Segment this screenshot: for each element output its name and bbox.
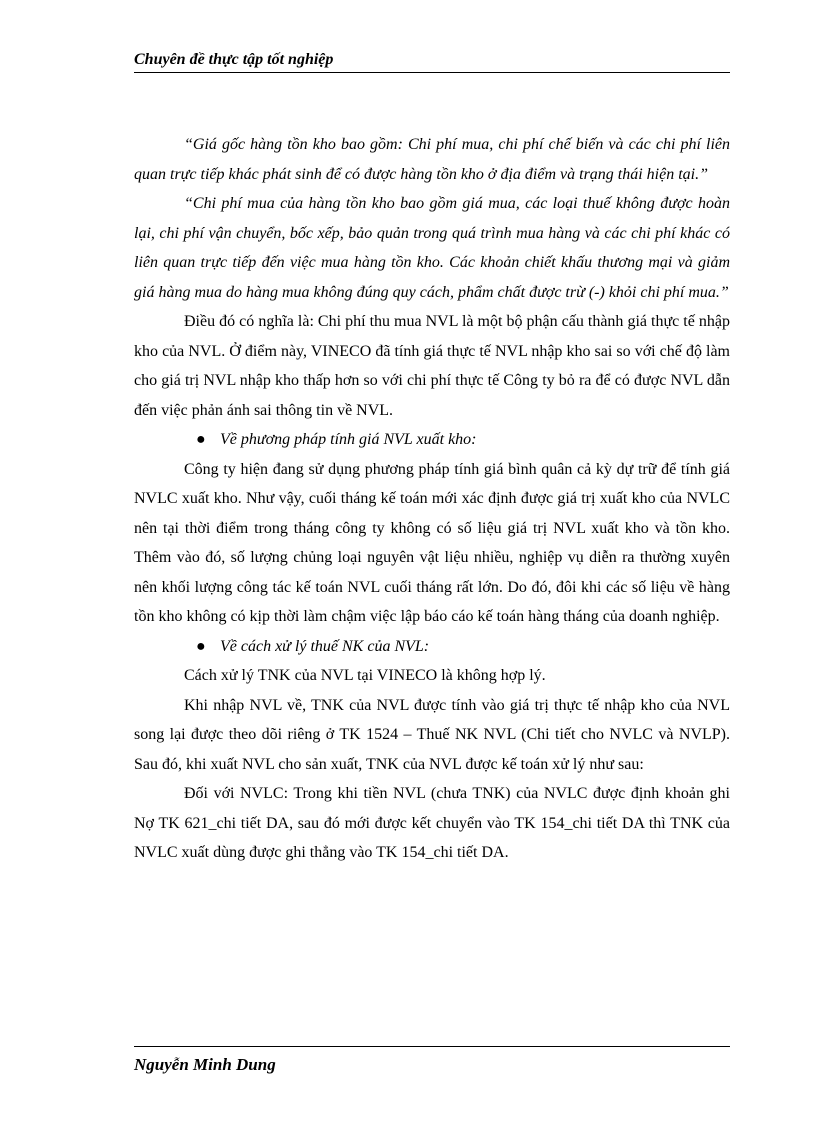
bullet-item-pricing-method <box>134 425 730 455</box>
quote-paragraph-2: “Chi phí mua của hàng tồn kho bao gồm giá mua, các loại thuế không được hoàn lại, chi phí vận chuyển, bốc xếp, bảo quản trong quá trình mua hàng và các chi phí khác có liên quan trực tiếp đến việc mua hàng tồn kho. Các khoản chiết khấu thương mại và giảm giá hàng mua do hàng mua không đúng quy cách, phẩm chất được trừ (-) khỏi chi phí mua.” <box>134 195 730 301</box>
bullet-text: Về phương pháp tính giá NVL xuất kho: <box>220 431 477 448</box>
document-body <box>134 130 730 868</box>
header-title: Chuyên đề thực tập tốt nghiệp <box>134 51 334 68</box>
bullet-item-import-tax <box>134 632 730 662</box>
bullet-icon: ● <box>196 637 206 655</box>
body-paragraph-tax-3: Đối với NVLC: Trong khi tiền NVL (chưa TNK) của NVLC được định khoản ghi Nợ TK 621_chi tiết DA, sau đó mới được kết chuyển vào TK 154_chi tiết DA thì TNK của NVLC xuất dùng được ghi thẳng vào TK 154_chi tiết DA. <box>134 785 730 861</box>
quote-paragraph-1: “Giá gốc hàng tồn kho bao gồm: Chi phí mua, chi phí chế biến và các chi phí liên quan trực tiếp khác phát sinh để có được hàng tồn kho ở địa điểm và trạng thái hiện tại.” <box>134 136 730 183</box>
body-paragraph-tax-1: Cách xử lý TNK của NVL tại VINECO là không hợp lý. <box>184 667 546 684</box>
body-paragraph-pricing: Công ty hiện đang sử dụng phương pháp tính giá bình quân cả kỳ dự trữ để tính giá NVLC xuất kho. Như vậy, cuối tháng kế toán mới xác định được giá trị xuất kho của NVLC nên tại thời điểm trong tháng công ty không có số liệu giá trị NVL xuất kho và tồn kho. Thêm vào đó, số lượng chủng loại nguyên vật liệu nhiều, nghiệp vụ diễn ra thường xuyên nên khối lượng công tác kế toán NVL cuối tháng rất lớn. Do đó, đôi khi các số liệu về hàng tồn kho không có kịp thời làm chậm việc lập báo cáo kế toán hàng tháng của doanh nghiệp. <box>134 460 730 625</box>
page-footer <box>134 1046 730 1075</box>
footer-author: Nguyễn Minh Dung <box>134 1055 276 1074</box>
body-paragraph-tax-2: Khi nhập NVL về, TNK của NVL được tính vào giá trị thực tế nhập kho của NVL song lại được theo dõi riêng ở TK 1524 – Thuế NK NVL (Chi tiết cho NVLC và NVLP). Sau đó, khi xuất NVL cho sản xuất, TNK của NVL được kế toán xử lý như sau: <box>134 696 730 773</box>
bullet-icon: ● <box>196 431 206 448</box>
bullet-text: Về cách xử lý thuế NK của NVL: <box>220 637 430 655</box>
page-header <box>134 50 730 73</box>
body-paragraph-meaning: Điều đó có nghĩa là: Chi phí thu mua NVL là một bộ phận cấu thành giá thực tế nhập kho của NVL. Ở điểm này, VINECO đã tính giá thực tế NVL nhập kho sai so với chế độ làm cho giá trị NVL nhập kho thấp hơn so với chi phí thực tế Công ty bỏ ra để có được NVL dẫn đến việc phản ánh sai thông tin về NVL. <box>134 313 730 419</box>
